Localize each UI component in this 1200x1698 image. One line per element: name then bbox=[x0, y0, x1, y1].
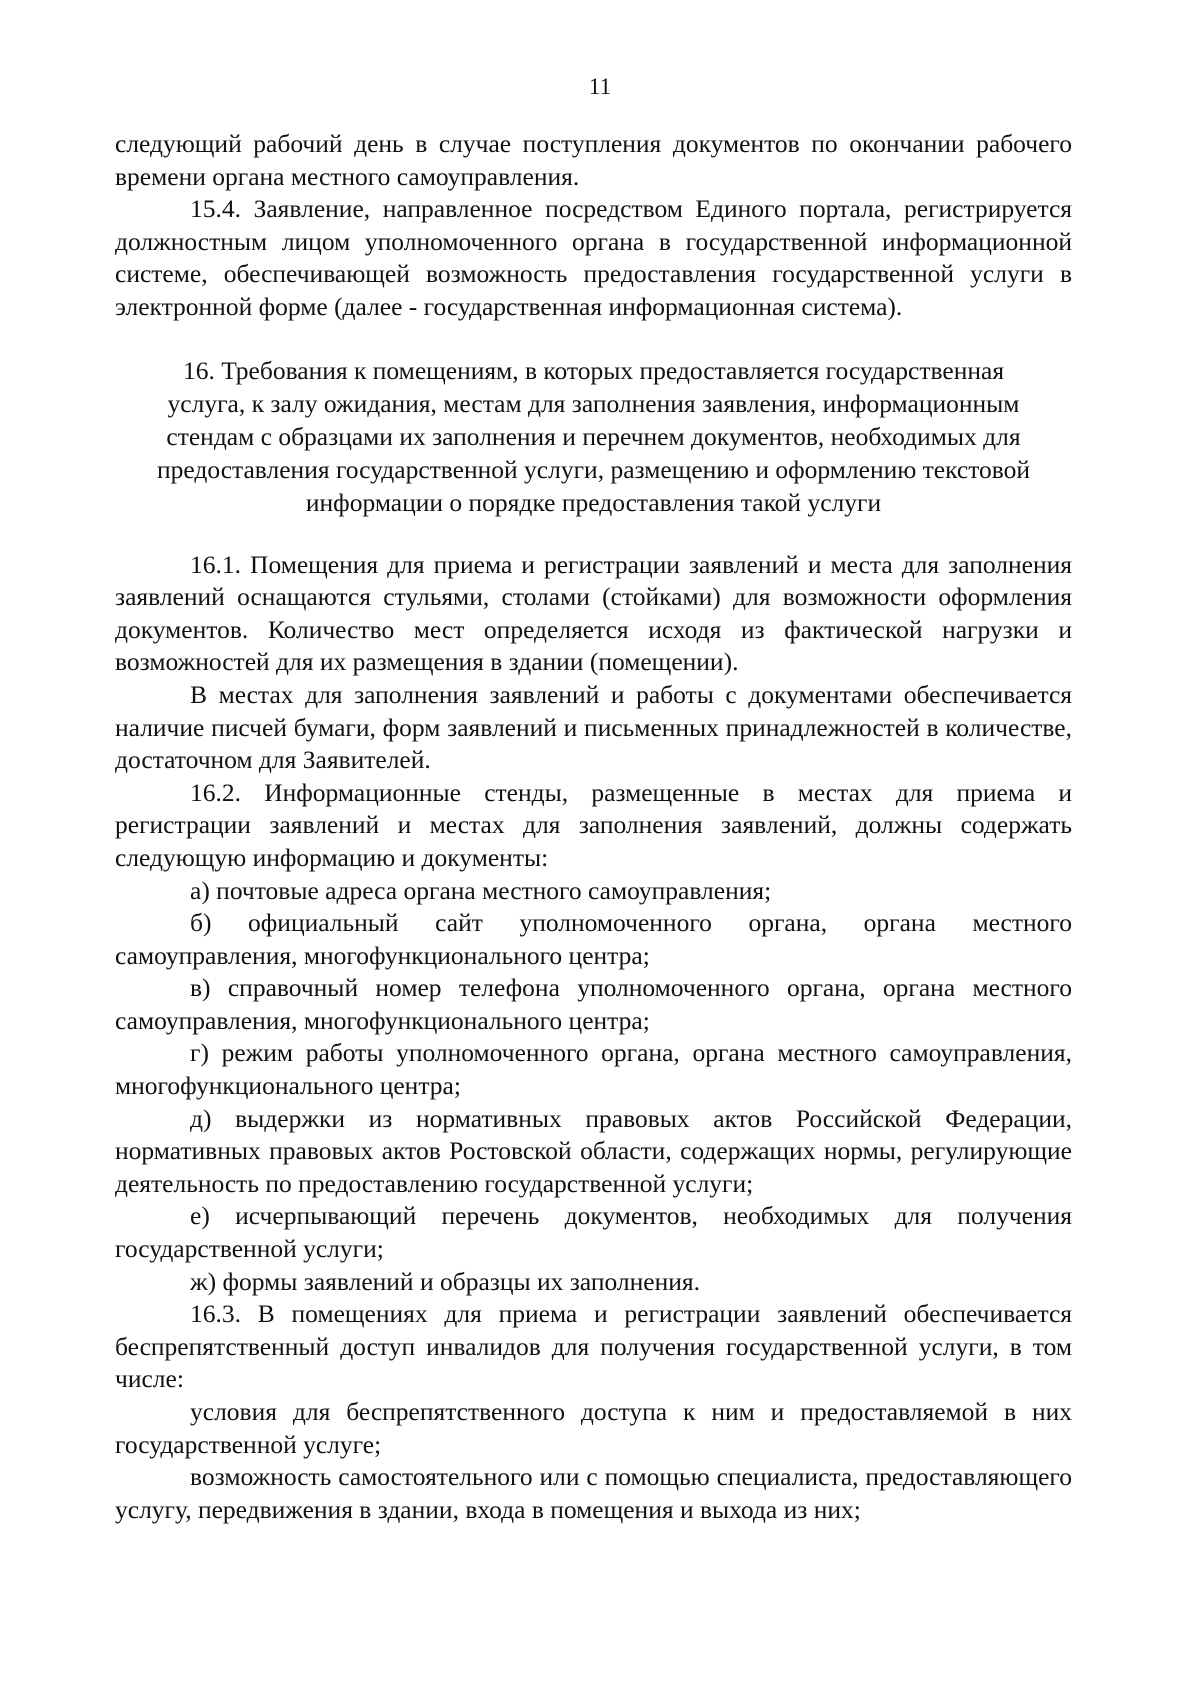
paragraph: 16.1. Помещения для приема и регистрации заявлений и места для заполнения заявлений оснащаются стульями, столами (стойками) для возможности оформления документов. Количество мест определяется исходя из фактической нагрузки и возможностей для их размещения в здании (помещении). bbox=[115, 549, 1072, 677]
heading-line: предоставления государственной услуги, размещению и оформлению текстовой bbox=[156, 454, 1031, 484]
list-item: д) выдержки из нормативных правовых актов Российской Федерации, нормативных правовых актов Ростовской области, содержащих нормы, регулирующие деятельность по предоставлению государственной услуги; bbox=[115, 1103, 1072, 1198]
list-item: г) режим работы уполномоченного органа, органа местного самоуправления, многофункционального центра; bbox=[115, 1038, 1072, 1101]
section-after-heading bbox=[115, 549, 1072, 1527]
paragraph: 16.2. Информационные стенды, размещенные в местах для приема и регистрации заявлений и местах для заполнения заявлений, должны содержать следующую информацию и документы: bbox=[115, 777, 1072, 872]
heading-line: стендам с образцами их заполнения и перечнем документов, необходимых для bbox=[166, 421, 1021, 451]
paragraph: следующий рабочий день в случае поступления документов по окончании рабочего времени органа местного самоуправления. bbox=[115, 129, 1072, 191]
paragraph: условия для беспрепятственного доступа к ним и предоставляемой в них государственной услуге; bbox=[115, 1397, 1072, 1459]
heading-line: 16. Требования к помещениям, в которых предоставляется государственная bbox=[182, 355, 1005, 385]
page-number: 11 bbox=[588, 74, 612, 99]
heading-line: информации о порядке предоставления такой услуги bbox=[305, 487, 882, 517]
list-item: ж) формы заявлений и образцы их заполнения. bbox=[190, 1266, 700, 1296]
list-item: е) исчерпывающий перечень документов, необходимых для получения государственной услуги; bbox=[115, 1201, 1072, 1264]
section-heading bbox=[115, 324, 1072, 549]
list-item: в) справочный номер телефона уполномоченного органа, органа местного самоуправления, многофункционального центра; bbox=[115, 973, 1072, 1035]
paragraph: 15.4. Заявление, направленное посредством Единого портала, регистрируется должностным лицом уполномоченного органа в государственной информационной системе, обеспечивающей возможность предоставления государственной услуги в электронной форме (далее - государственная информационная система). bbox=[115, 194, 1072, 321]
heading-line: услуга, к залу ожидания, местам для заполнения заявления, информационным bbox=[167, 388, 1020, 418]
list-item: б) официальный сайт уполномоченного органа, органа местного самоуправления, многофункционального центра; bbox=[115, 908, 1072, 970]
list-item: а) почтовые адреса органа местного самоуправления; bbox=[190, 875, 772, 905]
paragraph: возможность самостоятельного или с помощью специалиста, предоставляющего услугу, передвижения в здании, входа в помещения и выхода из них; bbox=[115, 1462, 1072, 1524]
document-body bbox=[115, 128, 1072, 1526]
section-before-heading bbox=[115, 128, 1072, 324]
paragraph: В местах для заполнения заявлений и работы с документами обеспечивается наличие писчей бумаги, форм заявлений и письменных принадлежностей в количестве, достаточном для Заявителей. bbox=[115, 679, 1072, 775]
paragraph: 16.3. В помещениях для приема и регистрации заявлений обеспечивается беспрепятственный доступ инвалидов для получения государственной услуги, в том числе: bbox=[115, 1299, 1072, 1394]
